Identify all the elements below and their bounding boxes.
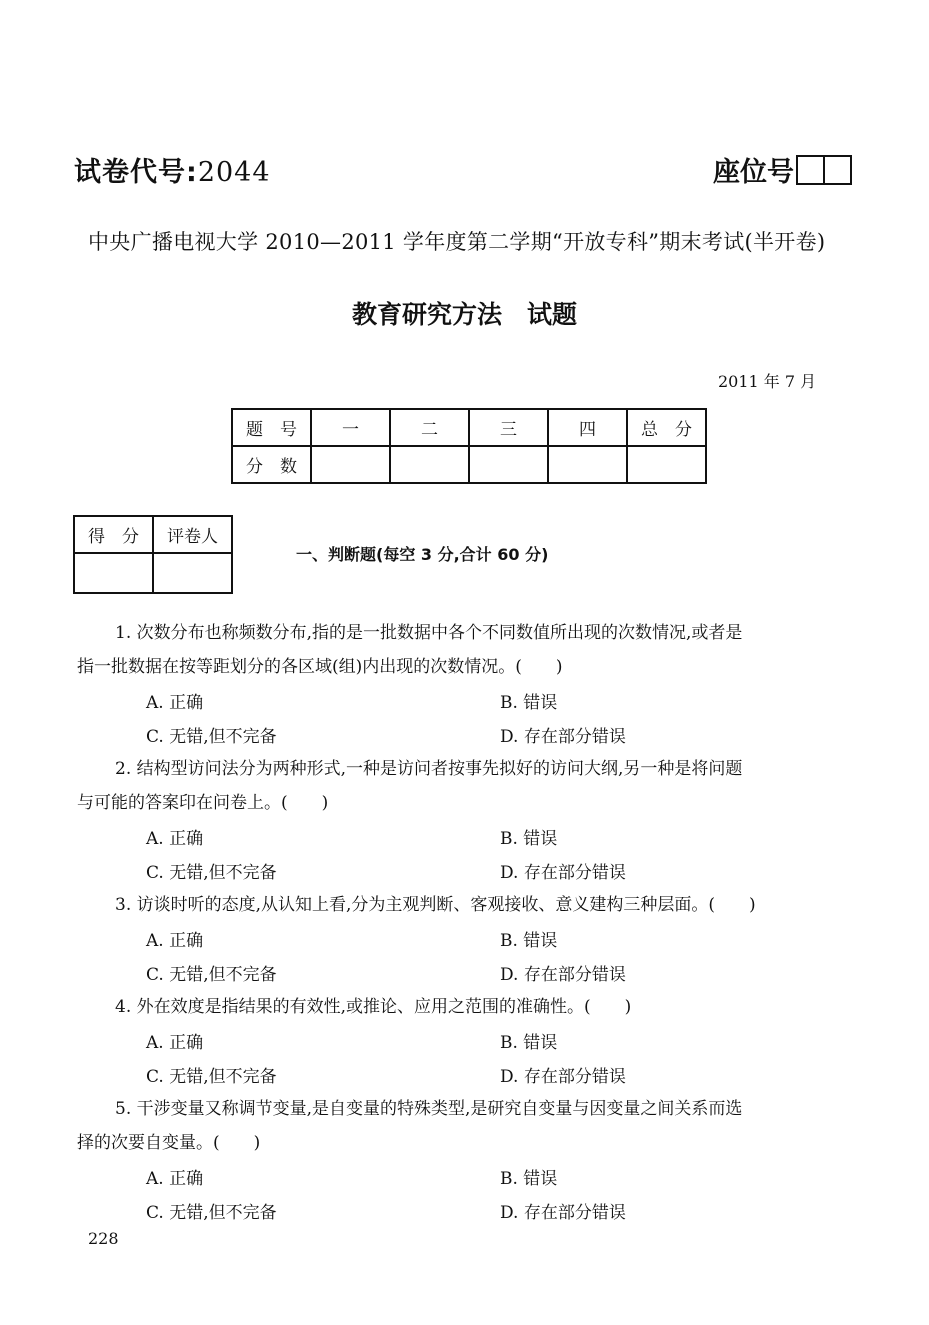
seat-number-box[interactable] (823, 155, 852, 185)
question-stem-line: 4. 外在效度是指结果的有效性,或推论、应用之范围的准确性。( ) (115, 997, 632, 1017)
score-table-header-row (232, 409, 706, 446)
question-2-option-c[interactable]: C. 无错,但不完备 (146, 863, 277, 883)
question-5-stem (77, 1092, 863, 1160)
seat-number (713, 150, 852, 189)
score-table-score-row (232, 446, 706, 483)
question-1-option-d[interactable]: D. 存在部分错误 (500, 727, 626, 747)
seat-number-boxes (796, 155, 852, 185)
question-3-option-d[interactable]: D. 存在部分错误 (500, 965, 626, 985)
score-cell[interactable] (469, 446, 548, 483)
question-stem-line: 1. 次数分布也称频数分布,指的是一批数据中各个不同数值所出现的次数情况,或者是 (115, 623, 743, 643)
question-3-option-c[interactable]: C. 无错,但不完备 (146, 965, 277, 985)
grader-name-cell[interactable] (153, 553, 232, 593)
question-1-stem (77, 616, 863, 684)
question-4-option-d[interactable]: D. 存在部分错误 (500, 1067, 626, 1087)
question-stem-line: 2. 结构型访问法分为两种形式,一种是访问者按事先拟好的访问大纲,另一种是将问题 (115, 759, 743, 779)
grader-score-cell[interactable] (74, 553, 153, 593)
grader-table (73, 515, 233, 594)
question-stem-line: 择的次要自变量。( ) (77, 1133, 261, 1153)
question-5-option-c[interactable]: C. 无错,但不完备 (146, 1203, 277, 1223)
exam-date: 2011 年 7 月 (718, 372, 817, 391)
score-table-header-cell: 一 (311, 409, 390, 446)
section-title: 一、判断题(每空 3 分,合计 60 分) (296, 545, 549, 564)
question-stem-line: 与可能的答案印在问卷上。( ) (77, 793, 329, 813)
question-3-option-a[interactable]: A. 正确 (146, 931, 204, 951)
score-cell[interactable] (548, 446, 627, 483)
question-2-option-a[interactable]: A. 正确 (146, 829, 204, 849)
grader-table-input-row (74, 553, 232, 593)
paper-code-label: 试卷代号: (74, 157, 198, 188)
question-2-stem (77, 752, 863, 820)
score-table-row-label: 分 数 (232, 446, 311, 483)
question-1-option-b[interactable]: B. 错误 (500, 693, 558, 713)
question-1-option-a[interactable]: A. 正确 (146, 693, 204, 713)
paper-code (74, 150, 271, 189)
paper-code-value: 2044 (197, 157, 271, 188)
page-number: 228 (88, 1229, 119, 1248)
score-table-header-cell: 二 (390, 409, 469, 446)
question-4-option-c[interactable]: C. 无错,但不完备 (146, 1067, 277, 1087)
score-cell[interactable] (390, 446, 469, 483)
question-5-option-a[interactable]: A. 正确 (146, 1169, 204, 1189)
question-4-option-b[interactable]: B. 错误 (500, 1033, 558, 1053)
question-3-stem (77, 888, 863, 922)
score-cell[interactable] (627, 446, 706, 483)
exam-subtitle: 中央广播电视大学 2010—2011 学年度第二学期“开放专科”期末考试(半开卷) (88, 230, 826, 254)
grader-table-header-cell: 评卷人 (153, 516, 232, 553)
seat-number-box[interactable] (796, 155, 825, 185)
score-table-header-cell: 四 (548, 409, 627, 446)
score-table-header-cell: 三 (469, 409, 548, 446)
question-2-option-b[interactable]: B. 错误 (500, 829, 558, 849)
question-2-option-d[interactable]: D. 存在部分错误 (500, 863, 626, 883)
seat-number-label: 座位号 (713, 157, 794, 188)
score-table (231, 408, 707, 484)
question-3-option-b[interactable]: B. 错误 (500, 931, 558, 951)
question-5-option-d[interactable]: D. 存在部分错误 (500, 1203, 626, 1223)
question-stem-line: 3. 访谈时听的态度,从认知上看,分为主观判断、客观接收、意义建构三种层面。( ) (115, 895, 756, 915)
question-4-stem (77, 990, 863, 1024)
score-table-header-cell: 总 分 (627, 409, 706, 446)
question-stem-line: 指一批数据在按等距划分的各区域(组)内出现的次数情况。( ) (77, 657, 563, 677)
question-5-option-b[interactable]: B. 错误 (500, 1169, 558, 1189)
score-cell[interactable] (311, 446, 390, 483)
question-4-option-a[interactable]: A. 正确 (146, 1033, 204, 1053)
exam-title: 教育研究方法 试题 (351, 300, 577, 329)
grader-table-header-cell: 得 分 (74, 516, 153, 553)
grader-table-header-row (74, 516, 232, 553)
question-stem-line: 5. 干涉变量又称调节变量,是自变量的特殊类型,是研究自变量与因变量之间关系而选 (115, 1099, 743, 1119)
score-table-header-cell: 题 号 (232, 409, 311, 446)
question-1-option-c[interactable]: C. 无错,但不完备 (146, 727, 277, 747)
